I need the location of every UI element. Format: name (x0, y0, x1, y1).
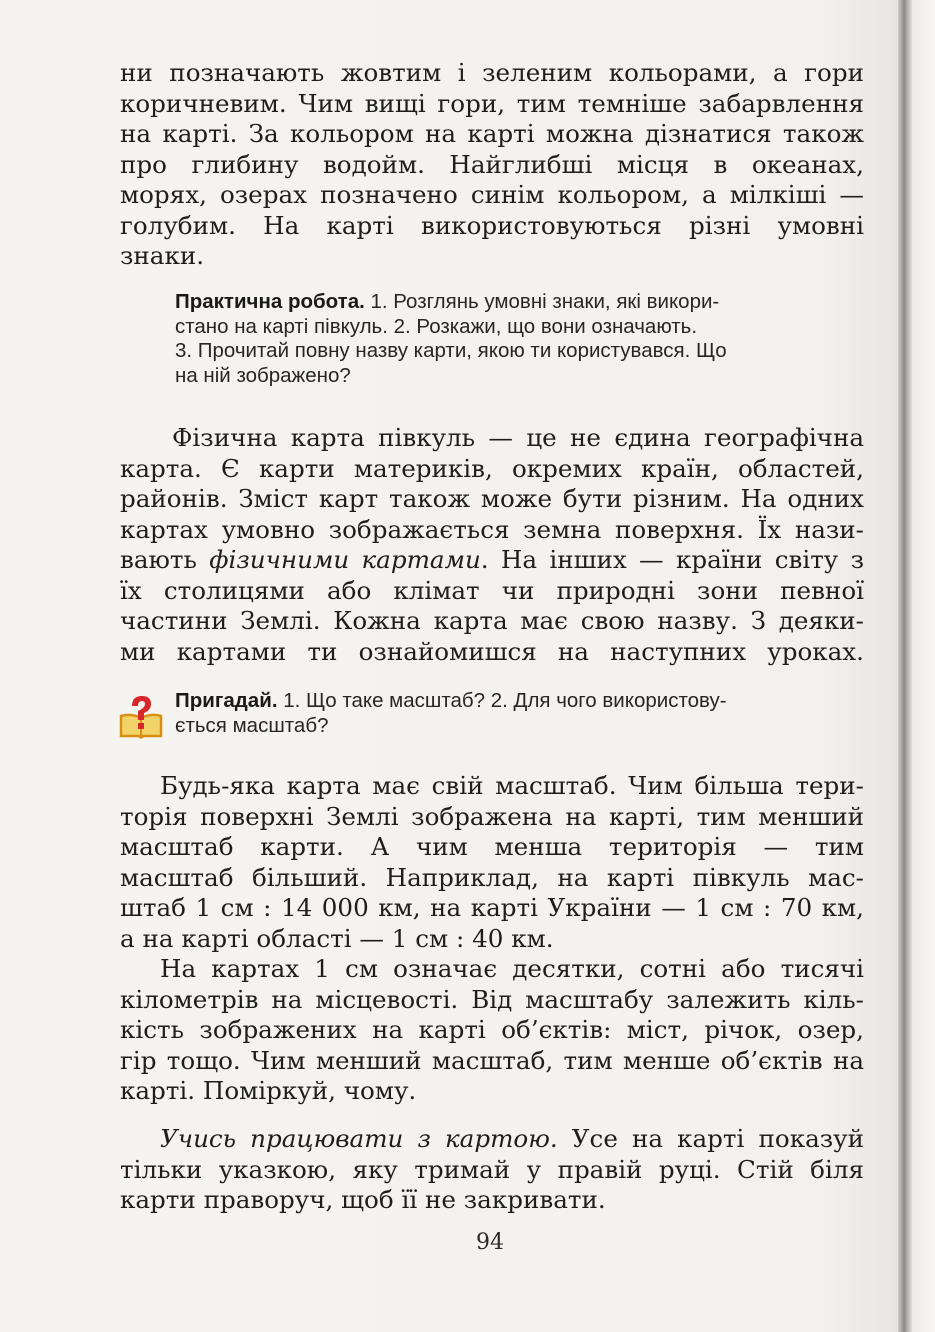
text-line (120, 545, 864, 576)
text-line: карта. Є карти материків, окремих країн, областей, (120, 453, 864, 483)
text-line: Будь-яка карта має свій масштаб. Чим більша тери- (160, 771, 864, 800)
remember-text: 1. Що таке масштаб? 2. Для чого використову- (277, 689, 727, 712)
question-book-icon (118, 694, 164, 742)
text-line: знаки. (120, 241, 205, 270)
practical-work-box (175, 290, 865, 388)
paragraph-pointer-text (120, 1124, 864, 1185)
text-line: ми картами ти ознайомишся на наступних уроках. (120, 636, 864, 666)
text-line: ни позначають жовтим і зеленим кольорами, а гори (120, 58, 864, 87)
text-fragment: вають (120, 545, 210, 574)
question-book-svg (118, 694, 164, 742)
text-line: морях, озерах позначено синім кольором, а мілкіші — (120, 180, 864, 209)
paragraph-objects (120, 954, 864, 1107)
text-line: на карті. За кольором на карті можна дізнатися також (120, 119, 864, 148)
term-physical-maps: фізичними картами (209, 545, 481, 574)
practical-work-line: 3. Прочитай повну назву карти, якою ти користувався. Що (175, 339, 727, 363)
paragraph-colors (120, 58, 864, 272)
paragraph-objects-text (120, 954, 864, 1076)
text-line: масштаб більший. Наприклад, на карті півкуль мас- (120, 862, 864, 892)
paragraph-objects-last-line (120, 1076, 864, 1107)
text-line: а на карті області — 1 см : 40 км. (120, 923, 554, 953)
next-page-edge (912, 0, 935, 1332)
text-line: про глибину водойм. Найглибші місця в океанах, (120, 149, 864, 179)
text-line: масштаб карти. А чим менша територія — тим (120, 832, 864, 861)
practical-work-line (175, 290, 865, 315)
paragraph-pointer-last-line (120, 1185, 864, 1216)
text-fragment: . На інших — країни світу з (480, 545, 864, 574)
text-fragment: Усе на карті показуй (557, 1124, 865, 1153)
paragraph-colors-text (120, 58, 864, 241)
remember-line (175, 689, 865, 714)
practical-work-line: на ній зображено? (175, 363, 351, 387)
text-line: районів. Зміст карт також може бути різним. На одних (120, 484, 864, 513)
page-number: 94 (476, 1230, 504, 1255)
practical-work-text: 1. Розглянь умовні знаки, які викори- (364, 290, 720, 313)
paragraph-scale-text (120, 771, 864, 924)
text-line: карти праворуч, щоб її не закривати. (120, 1185, 606, 1214)
paragraph-scale-last-line (120, 924, 864, 955)
text-line: частини Землі. Кожна карта має свою назву. З деяки- (120, 606, 864, 635)
paragraph-pointer (120, 1124, 864, 1216)
practical-work-heading: Практична робота. (175, 290, 365, 313)
paragraph-map-types-text (120, 423, 864, 667)
text-line: торія поверхні Землі зображена на карті, тим менший (120, 801, 864, 831)
text-line: голубим. На карті використовуються різні умовні (120, 210, 864, 240)
remember-box (175, 689, 865, 738)
text-line: Фізична карта півкуль — це не єдина географічна (172, 423, 864, 452)
paragraph-colors-last-line (120, 241, 864, 272)
text-line: тільки указкою, яку тримай у правій руці. Стій біля (120, 1154, 864, 1184)
paragraph-map-types (120, 423, 864, 667)
text-line: штаб 1 см : 14 000 км, на карті України — 1 см : 70 км, (120, 893, 864, 922)
remember-line: ється масштаб? (175, 713, 329, 737)
practical-work-line: стано на карті півкуль. 2. Розкажи, що вони означають. (175, 314, 698, 338)
text-line: їх столицями або клімат чи природні зони певної (120, 575, 864, 605)
book-spine (898, 0, 912, 1332)
text-line: гір тощо. Чим менший масштаб, тим менше об’єктів на (120, 1045, 864, 1075)
text-line: коричневим. Чим вищі гори, тим темніше забарвлення (120, 88, 864, 118)
learn-map-heading: Учись працювати з картою. (160, 1124, 558, 1153)
text-line: картах умовно зображається земна поверхня. Їх нази- (120, 514, 864, 544)
text-line: кість зображених на карті об’єктів: міст, річок, озер, (120, 1015, 864, 1044)
text-line: На картах 1 см означає десятки, сотні або тисячі (160, 954, 864, 983)
text-line: карті. Поміркуй, чому. (120, 1076, 417, 1105)
text-line (120, 1124, 864, 1155)
text-line: кілометрів на місцевості. Від масштабу залежить кіль- (120, 984, 864, 1014)
paragraph-scale (120, 771, 864, 954)
remember-heading: Пригадай. (175, 689, 278, 712)
